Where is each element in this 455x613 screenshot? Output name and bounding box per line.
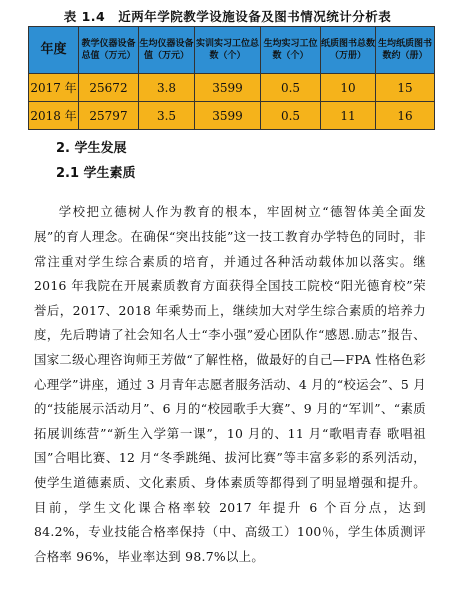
cell-equipment-value: 25672 (79, 74, 139, 102)
cell-book-total: 10 (321, 74, 376, 102)
table-row (29, 102, 435, 130)
cell-stations-per-student: 0.5 (261, 74, 321, 102)
cell-training-stations: 3599 (195, 102, 261, 130)
header-books-per-student: 生均纸质图书数约（册） (376, 27, 435, 74)
table-caption: 表 1.4 近两年学院教学设施设备及图书情况统计分析表 (63, 9, 392, 24)
cell-stations-per-student: 0.5 (261, 102, 321, 130)
cell-training-stations: 3599 (195, 74, 261, 102)
cell-equipment-per-student: 3.8 (139, 74, 195, 102)
header-year: 年度 (29, 27, 79, 74)
cell-books-per-student: 15 (376, 74, 435, 102)
subsection-heading: 2.1 学生素质 (56, 166, 136, 181)
header-training-stations: 实训实习工位总数（个） (195, 27, 261, 74)
cell-year: 2017 年 (29, 74, 79, 102)
header-equipment-per-student: 生均仪器设备值（万元） (139, 27, 195, 74)
cell-books-per-student: 16 (376, 102, 435, 130)
table-header-row (29, 27, 435, 74)
cell-equipment-per-student: 3.5 (139, 102, 195, 130)
section-heading: 2. 学生发展 (56, 141, 127, 156)
facilities-stats-table (28, 26, 435, 130)
table-row (29, 74, 435, 102)
cell-equipment-value: 25797 (79, 102, 139, 130)
cell-year: 2018 年 (29, 102, 79, 130)
header-stations-per-student: 生均实习工位数（个） (261, 27, 321, 74)
cell-book-total: 11 (321, 102, 376, 130)
header-book-total: 纸质图书总数（万册） (321, 27, 376, 74)
header-equipment-value: 教学仪器设备总值（万元） (79, 27, 139, 74)
body-paragraph: 学校把立德树人作为教育的根本，牢固树立“德智体美全面发展”的育人理念。在确保“突出技能”这一技工教育办学特色的同时，非常注重对学生综合素质的培育，并通过各种活动载体加以落实。继 2016 年我院在开展素质教育方面获得全国技工院校“阳光德育校”荣誉后，2017、2018 年乘势而上，继续加大对学生综合素质的培养力度，先后聘请了社会知名人士“李小强”爱心团队作“感恩.励志”报告、国家二级心理咨询师王芳做“了解性格，做最好的自己—FPA 性格色彩心理学”讲座，通过 3 月青年志愿者服务活动、4 月的“校运会”、5 月的“技能展示活动月”、6 月的“校园歌手大赛”、9 月的“军训”、“素质拓展训练营”“新生入学第一课”，10 月的、11 月“歌唱青春 歌唱祖国”合唱比赛、12 月“冬季跳绳、拔河比赛”等丰富多彩的系列活动，使学生道德素质、文化素质、身体素质等都得到了明显增强和提升。目前，学生文化课合格率较 2017 年提升 6 个百分点，达到 84.2%，专业技能合格率保持（中、高级工）100％，学生体质测评合格率 96%，毕业率达到 98.7%以上。 (34, 204, 426, 564)
